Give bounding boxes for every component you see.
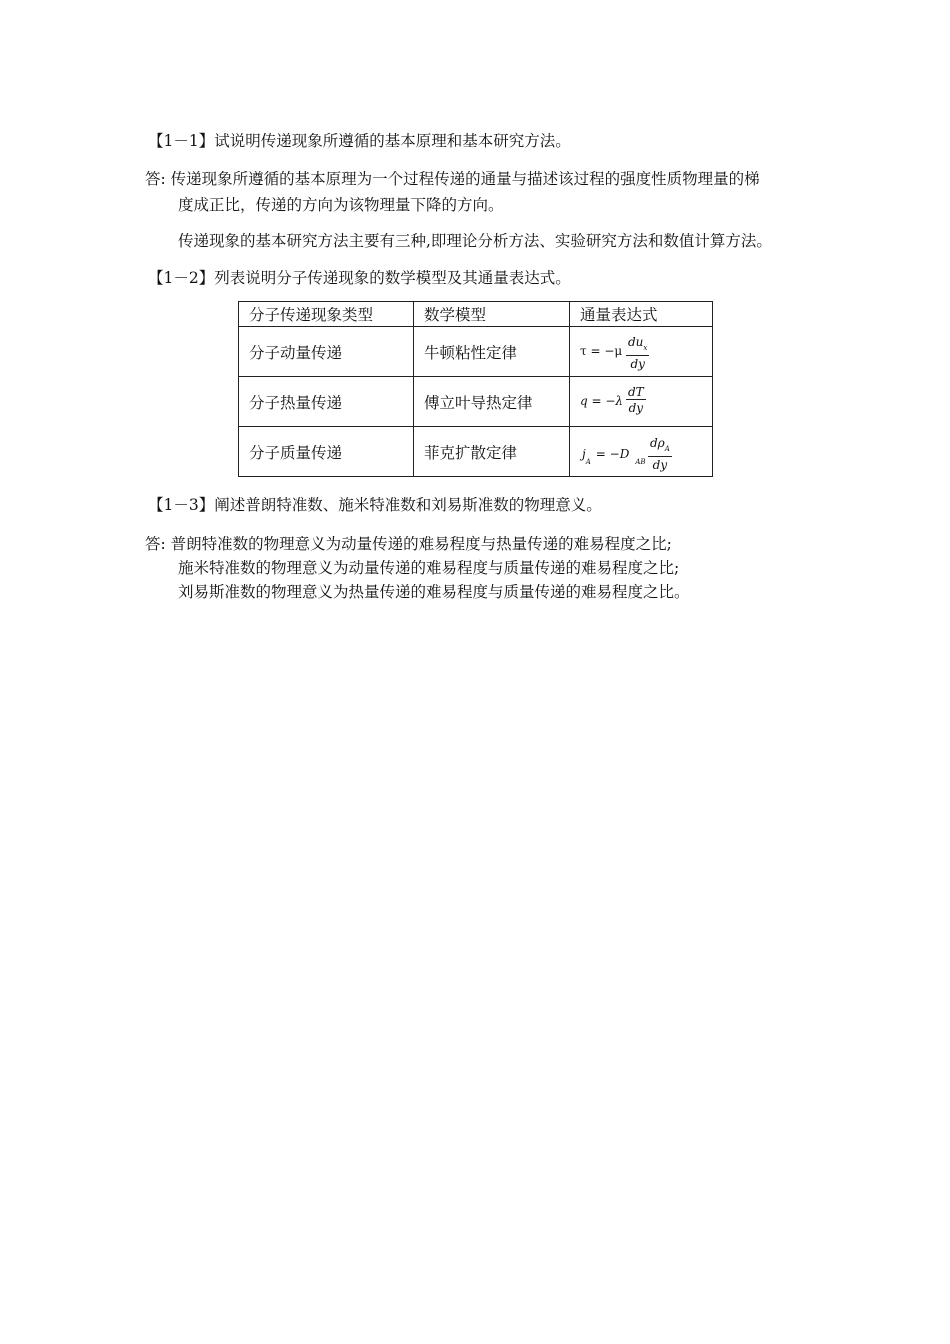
table-header: 通量表达式 [570,302,713,327]
flux-expression [570,327,713,377]
formula-fraction [626,335,649,372]
transfer-type: 分子质量传递 [239,427,414,477]
answer-1-1-line-3: 传递现象的基本研究方法主要有三种,即理论分析方法、实验研究方法和数值计算方法。 [178,232,772,250]
table-row [239,377,713,427]
math-model: 牛顿粘性定律 [414,327,570,377]
table-row [239,427,713,477]
question-1-2: 【1－2】列表说明分子传递现象的数学模型及其通量表达式。 [148,269,571,287]
formula-fraction [626,385,646,416]
formula-denominator: dy [630,357,645,371]
question-1-1: 【1－1】试说明传递现象所遵循的基本原理和基本研究方法。 [148,132,571,150]
answer-1-1-line-2: 度成正比，传递的方向为该物理量下降的方向。 [178,196,504,214]
answer-1-3-line-1: 答: 普朗特准数的物理意义为动量传递的难易程度与热量传递的难易程度之比; [145,535,672,553]
formula-numerator: dT [628,385,644,399]
formula-numerator: $du_x$ [626,335,649,356]
table-header: 数学模型 [414,302,570,327]
formula-fraction [648,436,672,473]
table-header-row [239,302,713,327]
formula-lhs: τ = −μ [580,344,623,358]
flux-expression [570,377,713,427]
table-header: 分子传递现象类型 [239,302,414,327]
transfer-type: 分子动量传递 [239,327,414,377]
formula-denominator: dy [628,401,644,415]
answer-1-3-line-2: 施米特准数的物理意义为动量传递的难易程度与质量传递的难易程度之比; [178,559,680,577]
model-table [238,301,713,477]
transfer-type: 分子热量传递 [239,377,414,427]
formula-numerator: $d\rho_A$ [648,436,672,457]
answer-1-1-line-1: 答: 传递现象所遵循的基本原理为一个过程传递的通量与描述该过程的强度性质物理量的梯 [145,170,760,188]
formula-lhs: $j_A= -D_{AB}$ [582,447,646,466]
formula-denominator: dy [652,458,668,472]
formula-lhs: q = −λ [580,394,624,408]
answer-1-3-line-3: 刘易斯准数的物理意义为热量传递的难易程度与质量传递的难易程度之比。 [178,583,690,601]
table-row [239,327,713,377]
math-model: 菲克扩散定律 [414,427,570,477]
flux-expression [570,427,713,477]
question-1-3: 【1－3】阐述普朗特准数、施米特准数和刘易斯准数的物理意义。 [148,496,602,514]
math-model: 傅立叶导热定律 [414,377,570,427]
